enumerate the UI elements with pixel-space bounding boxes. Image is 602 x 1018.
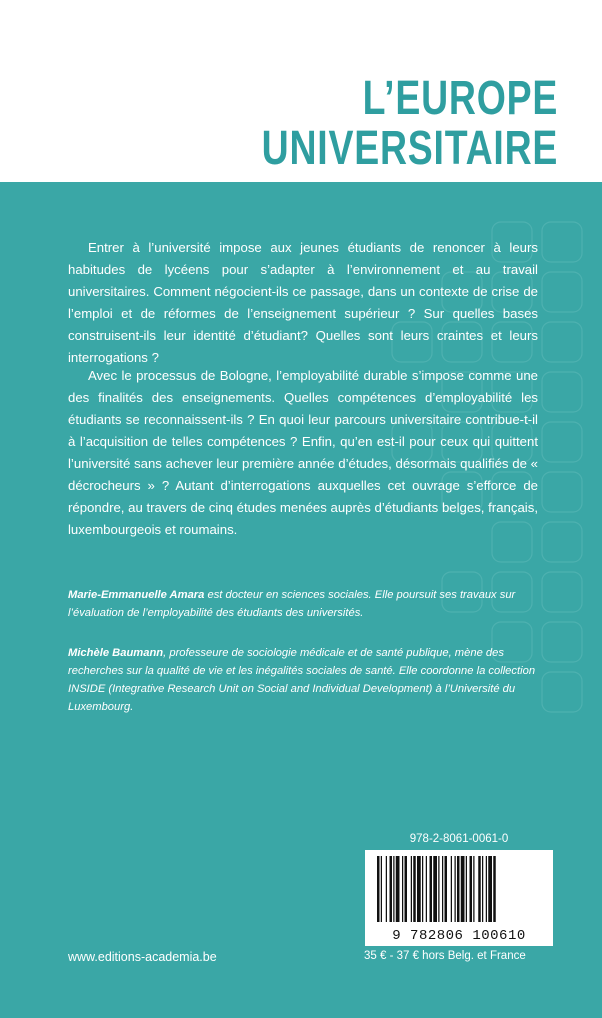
barcode-bar xyxy=(451,856,452,922)
blurb-paragraph-2: Avec le processus de Bologne, l’employabilité durable s’impose comme une des finalités des enseignements. Quelles compétences d’employabilité les étudiants se reconnaissent-ils ? En quoi leur parcours universitaire contribue-t-il à l’acquisition de telles compétences ? Enfin, qu’en est-il pour ceux qui quittent l’université sans achever leur première année d’études, désormais qualifiés de « décrocheurs » ? Autant d’interrogations auxquelles cet ouvrage s’efforce de répondre, au travers de cinq études menées auprès d’étudiants belges, français, luxembourgeois et roumains. xyxy=(68,368,538,537)
barcode-bar xyxy=(442,856,443,922)
barcode-bar xyxy=(430,856,433,922)
author-bio-text-2: , professeure de sociologie médicale et de santé publique, mène des recherches sur la qualité de vie et les inégalités sociales de santé. Elle coordonne la collection INSIDE (Integrative Research Unit on Social and Individual Development) à l’Université du Luxembourg. xyxy=(68,647,536,713)
barcode-bar xyxy=(488,856,492,922)
barcode-bar xyxy=(482,856,483,922)
barcode-bar xyxy=(473,856,474,922)
barcode-bar xyxy=(438,856,439,922)
barcode-bar xyxy=(393,856,394,922)
author-bio-2 xyxy=(68,644,554,716)
barcode-bar xyxy=(386,856,387,922)
barcode-bar xyxy=(390,856,393,922)
author-bio-1 xyxy=(68,586,554,622)
author-name-1: Marie-Emmanuelle Amara xyxy=(68,589,205,601)
barcode xyxy=(365,850,553,946)
price-label: 35 € - 37 € hors Belg. et France xyxy=(364,950,526,962)
author-bio-text-1: est docteur en sciences sociales. Elle poursuit ses travaux sur l’évaluation de l’employabilité des étudiants des universités. xyxy=(68,589,516,619)
barcode-digits: 9 782806 100610 xyxy=(392,928,526,944)
barcode-bar xyxy=(381,856,382,922)
barcode-bar xyxy=(461,856,465,922)
barcode-bar xyxy=(455,856,456,922)
barcode-bar xyxy=(466,856,467,922)
title-line-1: L’EUROPE xyxy=(362,72,558,125)
barcode-bar xyxy=(402,856,403,922)
barcode-bar xyxy=(486,856,487,922)
title-line-2: UNIVERSITAIRE xyxy=(261,122,558,175)
barcode-bar xyxy=(426,856,427,922)
back-cover-panel xyxy=(0,182,602,1018)
barcode-bar xyxy=(413,856,416,922)
barcode-bar xyxy=(478,856,481,922)
isbn-label: 978-2-8061-0061-0 xyxy=(409,833,509,845)
barcode-bars xyxy=(365,850,553,928)
barcode-bar xyxy=(405,856,408,922)
barcode-bar xyxy=(411,856,412,922)
barcode-bar xyxy=(417,856,421,922)
barcode-bar xyxy=(377,856,380,922)
barcode-bar xyxy=(422,856,423,922)
barcode-bar xyxy=(470,856,473,922)
barcode-bar xyxy=(433,856,437,922)
blurb-paragraph-1: Entrer à l’université impose aux jeunes étudiants de renoncer à leurs habitudes de lycéens pour s’adapter à l’environnement et au travail universitaires. Comment négocient-ils ce passage, dans un contexte de crise de l’emploi et de réformes de l’enseignement supérieur ? Sur quelles bases construisent-ils leur identité d’étudiant? Quelles sont leurs craintes et leurs interrogations ? xyxy=(68,240,538,365)
publisher-website[interactable]: www.editions-academia.be xyxy=(68,950,217,964)
cover-top xyxy=(0,0,602,182)
barcode-bar xyxy=(396,856,400,922)
barcode-bar xyxy=(457,856,460,922)
author-name-2: Michèle Baumann xyxy=(68,647,164,659)
barcode-bar xyxy=(445,856,448,922)
book-title xyxy=(261,74,558,174)
barcode-bar xyxy=(493,856,496,922)
